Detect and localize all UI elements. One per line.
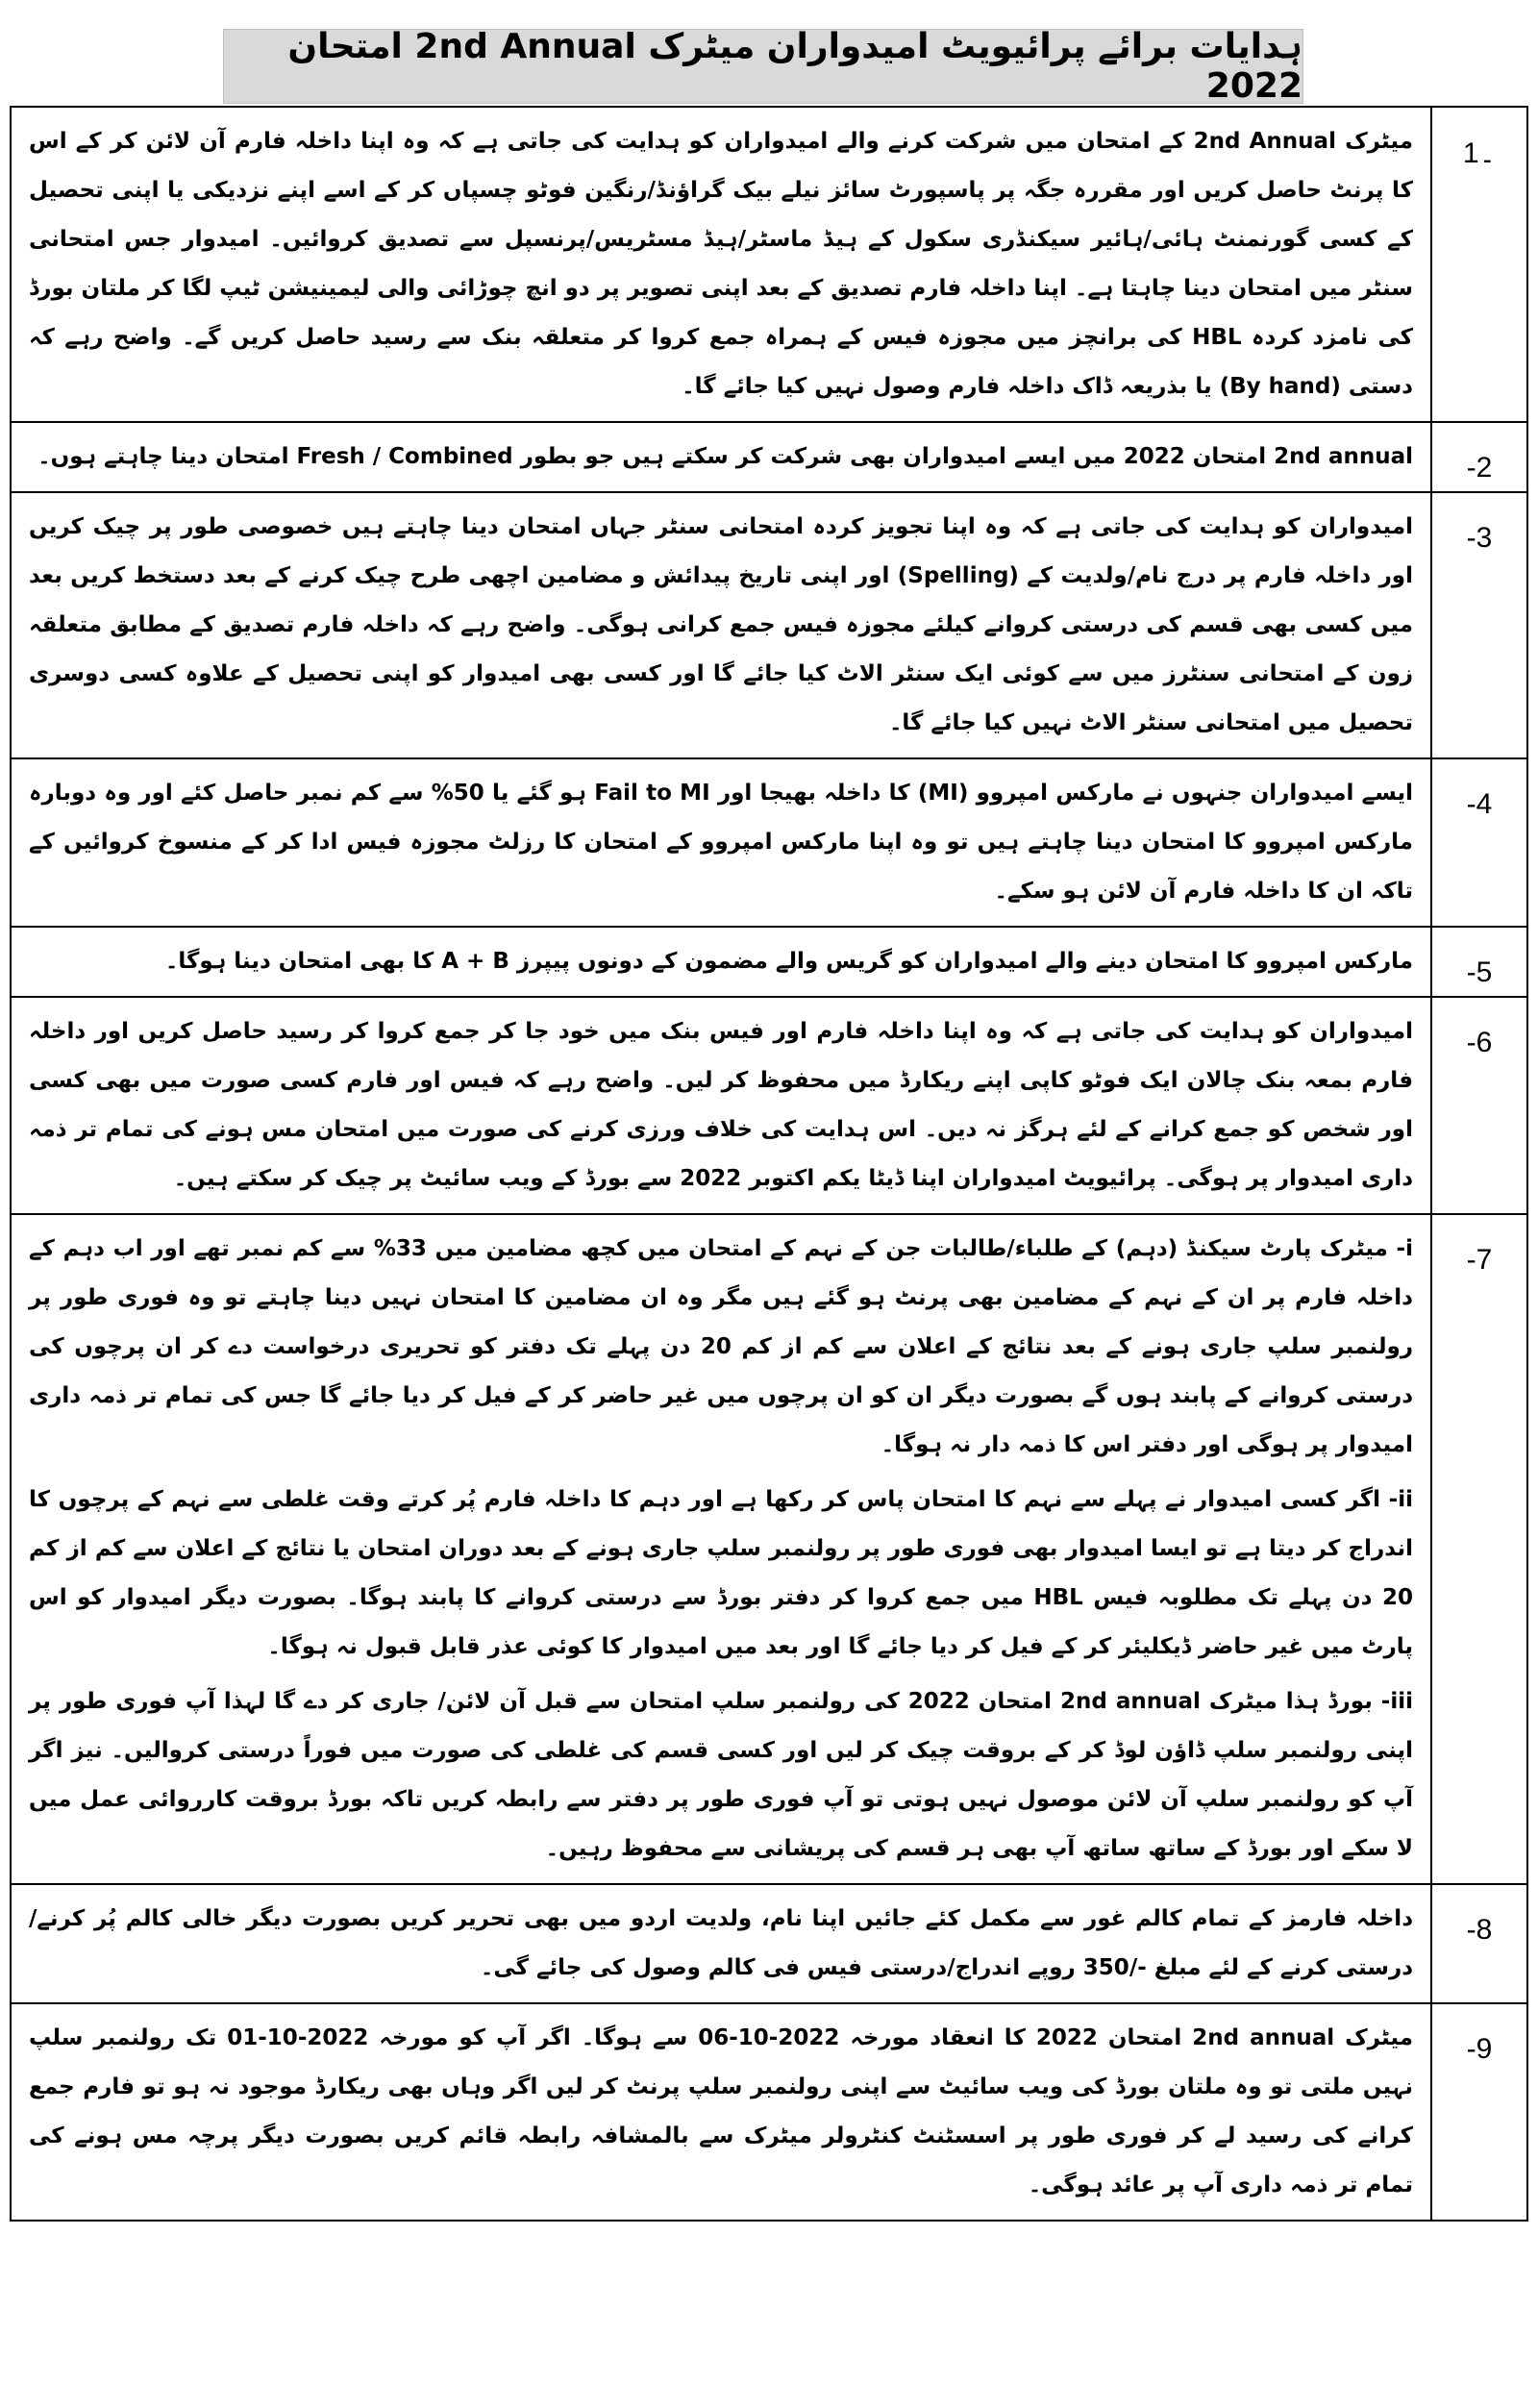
instructions-table bbox=[10, 106, 1528, 2222]
instruction-text bbox=[11, 1214, 1431, 1884]
instruction-paragraph: ایسے امیدواران جنہوں نے مارکس امپروو (MI) کا داخلہ بھیجا اور Fail to MI ہو گئے یا 50% سے کم نمبر حاصل کئے اور وہ دوبارہ مارکس امپروو کا امتحان دینا چاہتے ہیں تو وہ اپنا مارکس امپروو کے امتحان کا رزلٹ مجوزہ فیس ادا کر کے منسوخ کروائیں کے تاکہ ان کا داخلہ فارم آن لائن ہو سکے۔ bbox=[29, 781, 1414, 904]
instruction-number: 1۔ bbox=[1431, 107, 1527, 422]
instruction-number: -5 bbox=[1431, 927, 1527, 997]
instruction-paragraph: iii- بورڈ ہذا میٹرک 2nd annual امتحان 2022 کی رولنمبر سلپ امتحان سے قبل آن لائن/ جاری کر دے گا لہذا آپ فوری طور پر اپنی رولنمبر سلپ ڈاؤن لوڈ کر کے بروقت چیک کر لیں اور کسی قسم کی غلطی کی صورت میں فوراً درستی کروالیں۔ نیز اگر آپ کو رولنمبر سلپ آن لائن موصول نہیں ہوتی تو آپ فوری طور پر دفتر سے رابطہ کریں تاکہ بورڈ بروقت کارروائی عمل میں لا سکے اور بورڈ کے ساتھ ساتھ آپ بھی ہر قسم کی پریشانی سے محفوظ رہیں۔ bbox=[29, 1689, 1414, 1861]
instruction-row bbox=[11, 997, 1527, 1214]
instruction-row bbox=[11, 107, 1527, 422]
instruction-paragraph: 2nd annual امتحان 2022 میں ایسے امیدواران بھی شرکت کر سکتے ہیں جو بطور Fresh / Combined امتحان دینا چاہتے ہوں۔ bbox=[37, 444, 1413, 469]
instruction-paragraph: i- میٹرک پارٹ سیکنڈ (دہم) کے طلباء/طالبات جن کے نہم کے امتحان میں کچھ مضامین میں 33% سے کم نمبر تھے اور اب دہم کے داخلہ فارم پر ان کے نہم کے مضامین بھی پرنٹ ہو گئے ہیں مگر وہ ان مضامین کا امتحان نہیں دینا چاہتے تو وہ فوری طور پر رولنمبر سلپ جاری ہونے کے بعد نتائج کے اعلان سے کم از کم 20 دن پہلے تک دفتر کو تحریری درخواست دے کر ان پرچوں کی درستی کروانے کے پابند ہوں گے بصورت دیگر ان کو ان پرچوں میں غیر حاضر کر کے فیل کر دیا جائے گا جس کی تمام تر ذمہ داری امیدوار پر ہوگی اور دفتر اس کا ذمہ دار نہ ہوگا۔ bbox=[29, 1236, 1413, 1457]
instruction-number: -6 bbox=[1431, 997, 1527, 1214]
instruction-text bbox=[11, 2003, 1431, 2221]
instruction-paragraph: امیدواران کو ہدایت کی جاتی ہے کہ وہ اپنا تجویز کردہ امتحانی سنٹر جہاں امتحان دینا چاہتے ہیں خصوصی طور پر چیک کریں اور داخلہ فارم پر درج نام/ولدیت کے (Spelling) اور اپنی تاریخ پیدائش و مضامین اچھی طرح چیک کرنے کے بعد دستخط کریں بعد میں کسی بھی قسم کی درستی کروانے کیلئے مجوزہ فیس جمع کرانی ہوگی۔ واضح رہے کہ داخلہ فارم تصدیق کے مطابق متعلقہ زون کے امتحانی سنٹرز میں سے کوئی ایک سنٹر الاٹ کیا جائے گا اور کسی بھی امیدوار کو اپنی تحصیل کے علاوہ کسی دوسری تحصیل میں امتحانی سنٹر الاٹ نہیں کیا جائے گا۔ bbox=[29, 514, 1414, 735]
instruction-row bbox=[11, 1214, 1527, 1884]
instruction-text bbox=[11, 927, 1431, 997]
instruction-number: -8 bbox=[1431, 1884, 1527, 2003]
instruction-number: -7 bbox=[1431, 1214, 1527, 1884]
instruction-number: -9 bbox=[1431, 2003, 1527, 2221]
instruction-paragraph: داخلہ فارمز کے تمام کالم غور سے مکمل کئے جائیں اپنا نام، ولدیت اردو میں بھی تحریر کریں بصورت دیگر خالی کالم پُر کرنے/درستی کرنے کے لئے مبلغ -/350 روپے اندراج/درستی فیس فی کالم وصول کی جائے گی۔ bbox=[29, 1906, 1413, 1980]
instruction-paragraph: مارکس امپروو کا امتحان دینے والے امیدواران کو گریس والے مضمون کے دونوں پیپرز A + B کا بھی امتحان دینا ہوگا۔ bbox=[164, 949, 1413, 974]
instruction-paragraph: میٹرک 2nd annual امتحان 2022 کا انعقاد مورخہ 2022-10-06 سے ہوگا۔ اگر آپ کو مورخہ 2022-10-01 تک رولنمبر سلپ نہیں ملتی تو وہ ملتان بورڈ کی ویب سائیٹ سے اپنی رولنمبر سلپ پرنٹ کر لیں اگر وہاں بھی ریکارڈ موجود نہ ہو تو فارم جمع کرانے کی رسید لے کر فوری طور پر اسسٹنٹ کنٹرولر میٹرک سے بالمشافہ رابطہ قائم کریں بصورت دیگر پرچہ مس ہونے کی تمام تر ذمہ داری آپ پر عائد ہوگی۔ bbox=[29, 2025, 1414, 2197]
instruction-text bbox=[11, 1884, 1431, 2003]
instruction-number: -2 bbox=[1431, 422, 1527, 492]
instruction-number: -4 bbox=[1431, 758, 1527, 927]
instruction-text bbox=[11, 492, 1431, 758]
instruction-row bbox=[11, 2003, 1527, 2221]
instruction-text bbox=[11, 422, 1431, 492]
instruction-paragraph: ii- اگر کسی امیدوار نے پہلے سے نہم کا امتحان پاس کر رکھا ہے اور دہم کا داخلہ فارم پُر کرتے وقت غلطی سے نہم کے پرچوں کا اندراج کر دیتا ہے تو ایسا امیدوار بھی فوری طور پر رولنمبر سلپ جاری ہونے کے بعد دوران امتحان یا نتائج کے اعلان سے کم از کم 20 دن پہلے تک مطلوبہ فیس HBL میں جمع کروا کر دفتر بورڈ سے درستی کروانے کا پابند ہوگا۔ بصورت دیگر امیدوار کو اس پارٹ میں غیر حاضر ڈیکلیئر کر کے فیل کر دیا جائے گا اور بعد میں امیدوار کا کوئی عذر قابل قبول نہ ہوگا۔ bbox=[29, 1487, 1413, 1659]
instruction-number: -3 bbox=[1431, 492, 1527, 758]
page-title: ہدایات برائے پرائیویٹ امیدواران میٹرک 2nd Annual امتحان 2022 bbox=[223, 29, 1303, 104]
instruction-paragraph: میٹرک 2nd Annual کے امتحان میں شرکت کرنے والے امیدواران کو ہدایت کی جاتی ہے کہ وہ اپنا داخلہ فارم آن لائن کر کے اس کا پرنٹ حاصل کریں اور مقررہ جگہ پر پاسپورٹ سائز نیلے بیک گراؤنڈ/رنگین فوٹو چسپاں کر کے اسے اپنے نزدیکی یا اپنی تحصیل کے کسی گورنمنٹ ہائی/ہائیر سیکنڈری سکول کے ہیڈ ماسٹر/ہیڈ مسٹریس/پرنسپل سے تصدیق کروائیں۔ امیدوار جس امتحانی سنٹر میں امتحان دینا چاہتا ہے۔ اپنا داخلہ فارم تصدیق کے بعد اپنی تصویر پر دو انچ چوڑائی والی لیمینیشن ٹیپ لگا کر ملتان بورڈ کی نامزد کردہ HBL کی برانچز میں مجوزہ فیس کے ہمراہ جمع کروا کر متعلقہ بنک سے رسید حاصل کریں گے۔ واضح رہے کہ دستی (By hand) یا بذریعہ ڈاک داخلہ فارم وصول نہیں کیا جائے گا۔ bbox=[29, 129, 1413, 399]
instruction-row bbox=[11, 758, 1527, 927]
instruction-text bbox=[11, 758, 1431, 927]
instruction-row bbox=[11, 927, 1527, 997]
instruction-row bbox=[11, 1884, 1527, 2003]
instruction-text bbox=[11, 107, 1431, 422]
instruction-paragraph: امیدواران کو ہدایت کی جاتی ہے کہ وہ اپنا داخلہ فارم اور فیس بنک میں خود جا کر جمع کروا کر رسید حاصل کریں اور داخلہ فارم بمعہ بنک چالان ایک فوٹو کاپی اپنے ریکارڈ میں محفوظ کر لیں۔ واضح رہے کہ فیس اور فارم کسی صورت میں بھی کسی اور شخص کو جمع کرانے کے لئے ہرگز نہ دیں۔ اس ہدایت کی خلاف ورزی کرنے کی صورت میں امتحان مس ہونے کی تمام تر ذمہ داری امیدوار پر ہوگی۔ پرائیویٹ امیدواران اپنا ڈیٹا یکم اکتوبر 2022 سے بورڈ کے ویب سائیٹ پر چیک کر سکتے ہیں۔ bbox=[29, 1019, 1413, 1191]
instruction-row bbox=[11, 492, 1527, 758]
instruction-text bbox=[11, 997, 1431, 1214]
instruction-row bbox=[11, 422, 1527, 492]
